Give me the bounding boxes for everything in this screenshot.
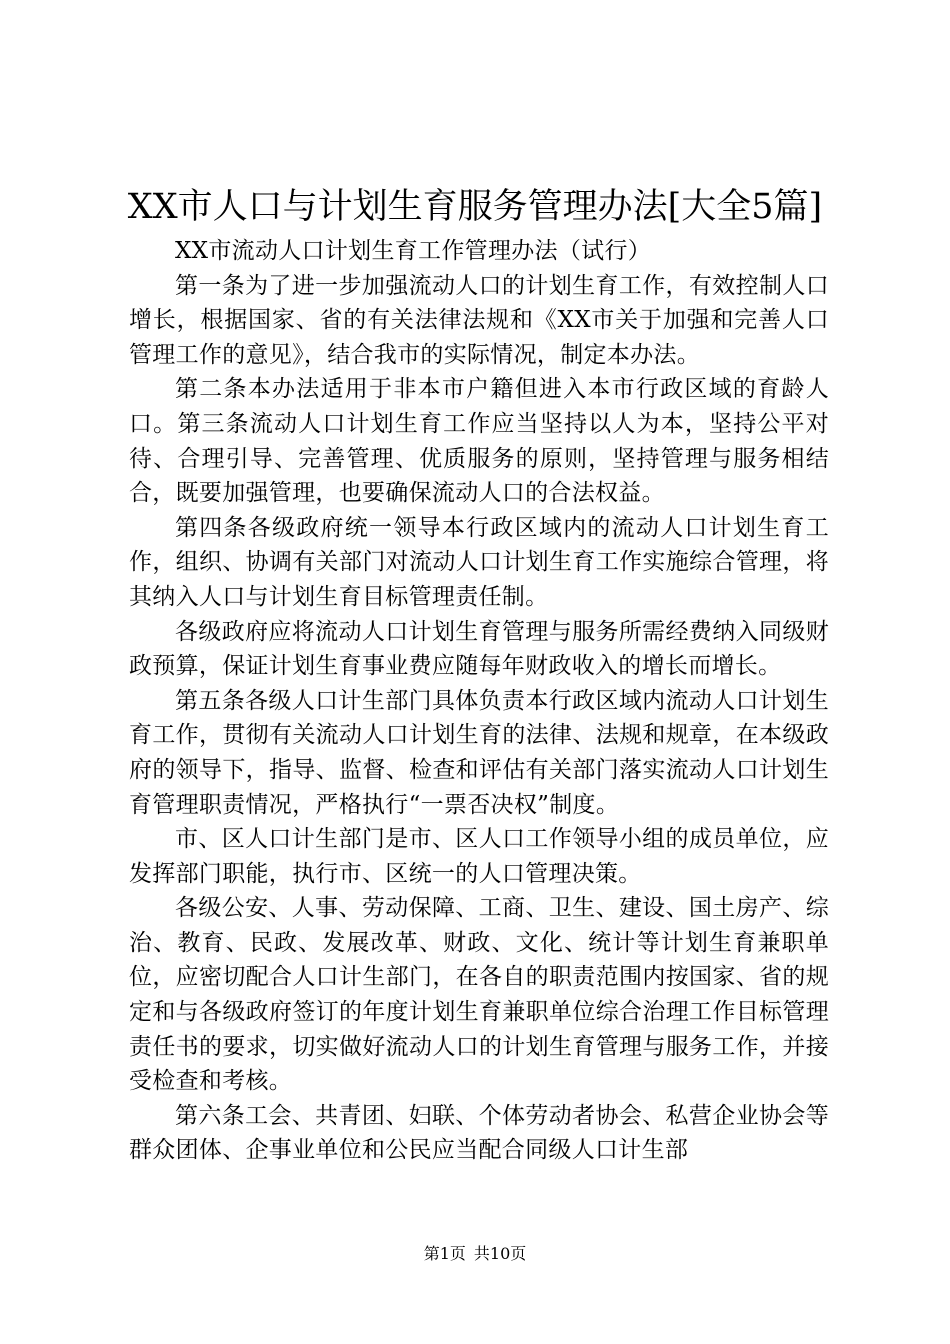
paragraph: 第四条各级政府统一领导本行政区域内的流动人口计划生育工作，组织、协调有关部门对流动人口计划生育工作实施综合管理，将其纳入人口与计划生育目标管理责任制。 (129, 514, 829, 610)
page-footer (0, 1244, 950, 1264)
paragraph: 第二条本办法适用于非本市户籍但进入本市行政区域的育龄人口。第三条流动人口计划生育工作应当坚持以人为本，坚持公平对待、合理引导、完善管理、优质服务的原则，坚持管理与服务相结合，既要加强管理，也要确保流动人口的合法权益。 (129, 376, 829, 507)
paragraph: 各级政府应将流动人口计划生育管理与服务所需经费纳入同级财政预算，保证计划生育事业费应随每年财政收入的增长而增长。 (129, 618, 829, 680)
page-number: 第1页 (423, 1244, 466, 1263)
document-body (129, 234, 829, 1168)
paragraph: 第六条工会、共青团、妇联、个体劳动者协会、私营企业协会等群众团体、企事业单位和公民应当配合同级人口计生部 (129, 1102, 829, 1164)
document-title: XX市人口与计划生育服务管理办法[大全5篇] (127, 187, 823, 227)
paragraph: 市、区人口计生部门是市、区人口工作领导小组的成员单位，应发挥部门职能，执行市、区统一的人口管理决策。 (129, 826, 829, 887)
paragraph-subtitle: XX市流动人口计划生育工作管理办法（试行） (175, 238, 652, 264)
paragraph: 各级公安、人事、劳动保障、工商、卫生、建设、国土房产、综治、教育、民政、发展改革、财政、文化、统计等计划生育兼职单位，应密切配合人口计生部门，在各自的职责范围内按国家、省的规定和与各级政府签订的年度计划生育兼职单位综合治理工作目标管理责任书的要求，切实做好流动人口的计划生育管理与服务工作，并接受检查和考核。 (129, 895, 829, 1095)
page-total: 共10页 (473, 1244, 527, 1263)
paragraph: 第一条为了进一步加强流动人口的计划生育工作，有效控制人口增长，根据国家、省的有关法律法规和《XX市关于加强和完善人口管理工作的意见》，结合我市的实际情况，制定本办法。 (129, 272, 829, 368)
paragraph: 第五条各级人口计生部门具体负责本行政区域内流动人口计划生育工作，贯彻有关流动人口计划生育的法律、法规和规章，在本级政府的领导下，指导、监督、检查和评估有关部门落实流动人口计划生育管理职责情况，严格执行“一票否决权”制度。 (129, 687, 829, 818)
